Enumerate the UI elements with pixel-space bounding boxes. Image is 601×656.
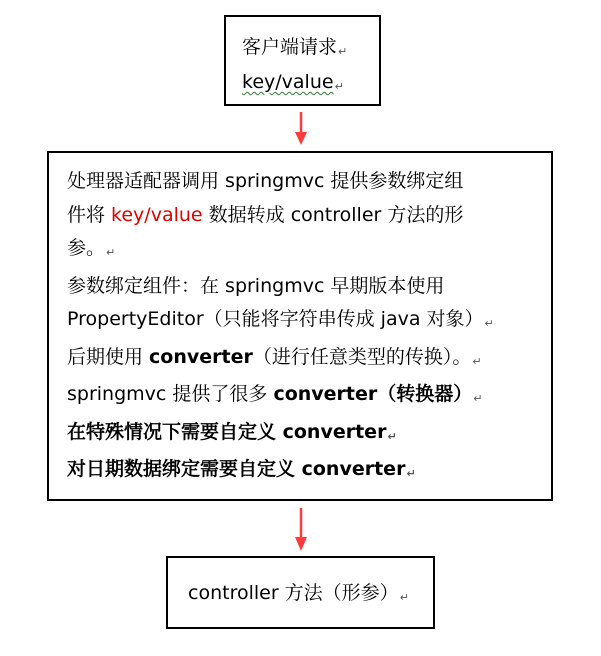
binding-text-line: 参数绑定组件：在 springmvc 早期版本使用 xyxy=(67,274,445,297)
binding-text-line: 参。 xyxy=(67,237,106,259)
paragraph-mark-icon: ↵ xyxy=(399,591,409,604)
paragraph-mark-icon: ↵ xyxy=(387,429,397,443)
client-request-label: 客户端请求 xyxy=(242,36,338,58)
binding-text-line: springmvc 提供了很多 xyxy=(67,383,274,405)
binding-text-line: （进行任意类型的传换）。 xyxy=(252,345,472,368)
paragraph-mark-icon: ↵ xyxy=(338,45,348,58)
binding-text-line: 数据转成 controller 方法的形 xyxy=(202,203,464,226)
parameter-binding-box xyxy=(47,151,553,501)
key-value-label: key/value xyxy=(242,71,334,93)
converter-keyword: converter xyxy=(149,345,253,368)
paragraph-mark-icon: ↵ xyxy=(334,80,344,93)
client-request-box xyxy=(224,15,381,106)
paragraph-mark-icon: ↵ xyxy=(406,467,416,480)
paragraph-mark-icon: ↵ xyxy=(484,317,494,330)
binding-text-line: 后期使用 xyxy=(67,345,150,368)
paragraph-mark-icon: ↵ xyxy=(473,392,483,405)
binding-text-line: 处理器适配器调用 springmvc 提供参数绑定组 xyxy=(67,170,464,192)
paragraph-mark-icon: ↵ xyxy=(106,246,116,259)
converter-keyword: converter（转换器） xyxy=(273,383,473,405)
down-arrow-icon xyxy=(293,112,309,146)
binding-text-line: 在特殊情况下需要自定义 converter xyxy=(67,420,387,443)
down-arrow-icon xyxy=(293,508,309,552)
binding-text-line: 件将 xyxy=(67,203,112,226)
binding-text-line: PropertyEditor（只能将字符串传成 java 对象） xyxy=(67,308,484,330)
controller-method-label: controller 方法（形参） xyxy=(188,582,399,604)
key-value-highlight: key/value xyxy=(111,203,203,226)
controller-method-box xyxy=(166,556,435,629)
binding-text-line: 对日期数据绑定需要自定义 converter xyxy=(67,458,406,480)
paragraph-mark-icon: ↵ xyxy=(472,354,482,368)
